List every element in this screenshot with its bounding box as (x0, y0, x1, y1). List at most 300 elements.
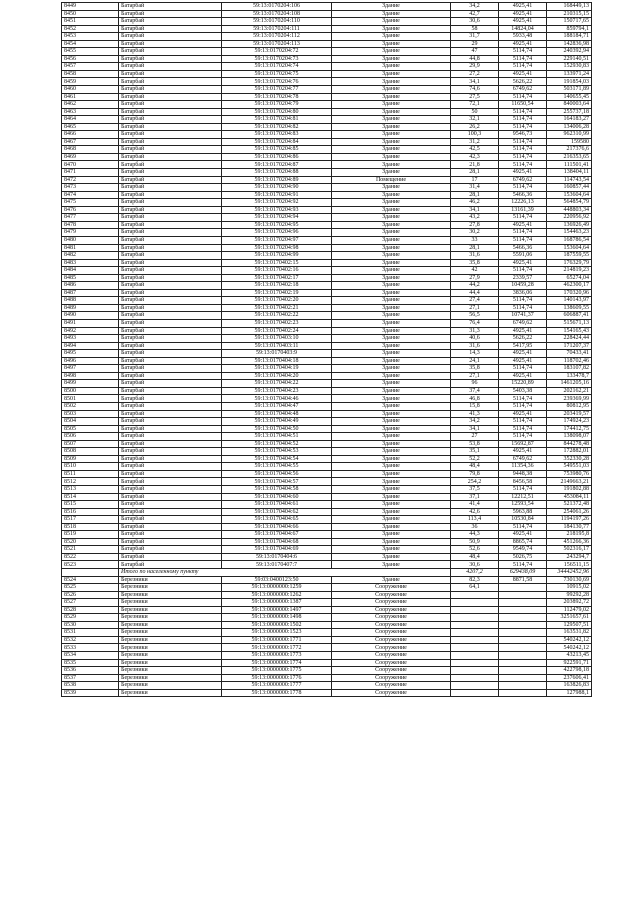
table-row (62, 531, 592, 539)
object-type-cell: Здание (332, 206, 451, 214)
cadastral-number-cell: 59:13:0000000:1498 (222, 614, 332, 622)
cadastral-value-cell: 352330,28 (547, 455, 592, 463)
area-cell: 35,1 (451, 448, 499, 456)
cadastral-value-cell: 202162,21 (547, 387, 592, 395)
cadastral-number-cell: 59:13:0000000:1772 (222, 644, 332, 652)
unit-price-cell: 10530,84 (499, 516, 547, 524)
row-number-cell: 8505 (62, 425, 119, 433)
object-type-cell: Сооружение (332, 629, 451, 637)
settlement-cell: Батарбай (119, 433, 222, 441)
row-number-cell: 8532 (62, 636, 119, 644)
cadastral-value-cell: 172882,01 (547, 448, 592, 456)
cadastral-value-cell: 142836,98 (547, 40, 592, 48)
settlement-cell: Батарбай (119, 304, 222, 312)
table-row (62, 463, 592, 471)
row-number-cell: 8452 (62, 25, 119, 33)
unit-price-cell: 5591,06 (499, 252, 547, 260)
object-type-cell: Здание (332, 214, 451, 222)
settlement-cell: Батарбай (119, 199, 222, 207)
cadastral-value-cell: 150717,65 (547, 18, 592, 26)
unit-price-cell: 5114,74 (499, 433, 547, 441)
row-number-cell: 8523 (62, 561, 119, 569)
row-number-cell: 8527 (62, 599, 119, 607)
settlement-cell: Батарбай (119, 123, 222, 131)
object-type-cell: Здание (332, 470, 451, 478)
table-row (62, 319, 592, 327)
object-type-cell: Здание (332, 191, 451, 199)
cadastral-number-cell: 59:13:0170204:94 (222, 214, 332, 222)
row-number-cell: 8479 (62, 229, 119, 237)
object-type-cell: Сооружение (332, 584, 451, 592)
unit-price-cell: 5114,74 (499, 138, 547, 146)
cadastral-number-cell: 59:13:0170404:55 (222, 463, 332, 471)
object-type-cell: Здание (332, 252, 451, 260)
unit-price-cell: 5114,74 (499, 93, 547, 101)
area-cell (451, 682, 499, 690)
cadastral-number-cell: 59:13:0170204:77 (222, 86, 332, 94)
cadastral-number-cell: 59:13:0170404:61 (222, 501, 332, 509)
unit-price-cell (499, 667, 547, 675)
cadastral-number-cell: 59:13:0170404:58 (222, 486, 332, 494)
cadastral-value-cell: 168449,13 (547, 3, 592, 11)
table-row (62, 199, 592, 207)
unit-price-cell (499, 674, 547, 682)
table-row (62, 229, 592, 237)
object-type-cell: Здание (332, 55, 451, 63)
object-type-cell: Здание (332, 372, 451, 380)
area-cell: 17 (451, 176, 499, 184)
cadastral-value-cell: 216353,65 (547, 153, 592, 161)
table-row (62, 674, 592, 682)
settlement-cell: Батарбай (119, 191, 222, 199)
unit-price-cell: 9448,38 (499, 470, 547, 478)
unit-price-cell: 5114,74 (499, 297, 547, 305)
settlement-cell: Батарбай (119, 146, 222, 154)
unit-price-cell: 5114,74 (499, 561, 547, 569)
row-number-cell: 8503 (62, 410, 119, 418)
cadastral-value-cell: 70433,41 (547, 350, 592, 358)
table-row (62, 25, 592, 33)
cadastral-number-cell: 59:13:0170204:88 (222, 169, 332, 177)
settlement-cell: Березники (119, 659, 222, 667)
settlement-cell: Березники (119, 629, 222, 637)
area-cell (451, 689, 499, 697)
table-row (62, 357, 592, 365)
cadastral-number-cell: 59:13:0170204:97 (222, 236, 332, 244)
area-cell: 34,1 (451, 78, 499, 86)
object-type-cell: Сооружение (332, 606, 451, 614)
cadastral-number-cell: 59:13:0170204:106 (222, 3, 332, 11)
unit-price-cell (499, 606, 547, 614)
object-type-cell: Здание (332, 350, 451, 358)
cadastral-number-cell: 59:03:0400123:50 (222, 576, 332, 584)
unit-price-cell: 4925,41 (499, 410, 547, 418)
unit-price-cell: 5114,74 (499, 267, 547, 275)
row-number-cell: 8509 (62, 455, 119, 463)
table-row (62, 282, 592, 290)
table-row (62, 508, 592, 516)
row-number-cell: 8520 (62, 538, 119, 546)
table-row (62, 10, 592, 18)
settlement-cell: Батарбай (119, 236, 222, 244)
cadastral-number-cell: 59:13:0170402:16 (222, 267, 332, 275)
unit-price-cell: 4925,41 (499, 40, 547, 48)
area-cell: 24,1 (451, 357, 499, 365)
cadastral-value-cell: 217376,6 (547, 146, 592, 154)
area-cell: 27,5 (451, 93, 499, 101)
row-number-cell: 8492 (62, 327, 119, 335)
cadastral-value-cell: 65274,04 (547, 274, 592, 282)
cadastral-number-cell: 59:13:0170404:68 (222, 538, 332, 546)
unit-price-cell: 9549,74 (499, 546, 547, 554)
unit-price-cell: 5114,74 (499, 395, 547, 403)
area-cell: 35,8 (451, 259, 499, 267)
unit-price-cell: 12226,13 (499, 199, 547, 207)
cadastral-number-cell: 59:13:0170204:108 (222, 10, 332, 18)
settlement-cell: Батарбай (119, 448, 222, 456)
cadastral-value-cell: 844278,48 (547, 440, 592, 448)
object-type-cell: Здание (332, 146, 451, 154)
cadastral-value-cell: 840003,64 (547, 101, 592, 109)
cadastral-number-cell: 59:13:0170204:112 (222, 33, 332, 41)
unit-price-cell: 5114,74 (499, 425, 547, 433)
unit-price-cell: 4925,41 (499, 3, 547, 11)
unit-price-cell: 5114,74 (499, 304, 547, 312)
row-number-cell: 8524 (62, 576, 119, 584)
unit-price-cell: 5114,74 (499, 418, 547, 426)
settlement-cell: Батарбай (119, 493, 222, 501)
settlement-cell: Березники (119, 636, 222, 644)
settlement-cell: Батарбай (119, 48, 222, 56)
table-row (62, 553, 592, 561)
row-number-cell: 8465 (62, 123, 119, 131)
table-row (62, 576, 592, 584)
table-row (62, 108, 592, 116)
unit-price-cell: 4925,41 (499, 70, 547, 78)
table-row (62, 425, 592, 433)
row-number-cell: 8508 (62, 448, 119, 456)
cadastral-number-cell: 59:13:0170204:86 (222, 153, 332, 161)
settlement-cell: Батарбай (119, 252, 222, 260)
unit-price-cell: 3836,06 (499, 289, 547, 297)
unit-price-cell: 5114,74 (499, 123, 547, 131)
row-number-cell: 8475 (62, 199, 119, 207)
row-number-cell: 8464 (62, 116, 119, 124)
object-type-cell: Здание (332, 357, 451, 365)
cadastral-value-cell: 99292,28 (547, 591, 592, 599)
unit-price-cell (499, 629, 547, 637)
settlement-cell: Батарбай (119, 501, 222, 509)
cadastral-number-cell: 59:13:0170204:87 (222, 161, 332, 169)
area-cell: 42 (451, 267, 499, 275)
cadastral-value-cell: 127988,1 (547, 689, 592, 697)
area-cell: 37,5 (451, 486, 499, 494)
row-number-cell: 8463 (62, 108, 119, 116)
table-row (62, 161, 592, 169)
area-cell: 46,2 (451, 199, 499, 207)
cadastral-number-cell: 59:13:0170204:85 (222, 146, 332, 154)
area-cell: 34,2 (451, 3, 499, 11)
object-type-cell: Здание (332, 478, 451, 486)
object-type-cell: Здание (332, 116, 451, 124)
unit-price-cell: 8865,74 (499, 538, 547, 546)
settlement-cell: Батарбай (119, 365, 222, 373)
table-row (62, 659, 592, 667)
row-number-cell: 8476 (62, 206, 119, 214)
settlement-cell: Батарбай (119, 546, 222, 554)
row-number-cell: 8471 (62, 169, 119, 177)
row-number-cell: 8473 (62, 184, 119, 192)
object-type-cell: Здание (332, 327, 451, 335)
area-cell: 58 (451, 25, 499, 33)
unit-price-cell: 10741,37 (499, 312, 547, 320)
table-row (62, 418, 592, 426)
cadastral-number-cell: 59:13:0170204:99 (222, 252, 332, 260)
cadastral-number-cell: 59:13:0170404:47 (222, 402, 332, 410)
object-type-cell: Сооружение (332, 591, 451, 599)
table-row (62, 448, 592, 456)
area-cell: 27 (451, 433, 499, 441)
settlement-cell: Березники (119, 584, 222, 592)
cadastral-number-cell: 59:13:0000000:1774 (222, 659, 332, 667)
row-number-cell: 8466 (62, 131, 119, 139)
row-number-cell: 8538 (62, 682, 119, 690)
cadastral-value-cell: 218195,8 (547, 531, 592, 539)
unit-price-cell: 6749,62 (499, 86, 547, 94)
cadastral-value-cell: 174924,23 (547, 418, 592, 426)
object-type-cell: Здание (332, 153, 451, 161)
row-number-cell: 8460 (62, 86, 119, 94)
cadastral-value-cell: 540242,12 (547, 636, 592, 644)
row-number-cell: 8486 (62, 282, 119, 290)
settlement-cell: Батарбай (119, 350, 222, 358)
object-type-cell: Здание (332, 236, 451, 244)
cadastral-value-cell: 451266,36 (547, 538, 592, 546)
table-row (62, 236, 592, 244)
unit-price-cell (499, 584, 547, 592)
cadastral-number-cell: 59:13:0170402:23 (222, 319, 332, 327)
table-row (62, 327, 592, 335)
area-cell: 27,1 (451, 304, 499, 312)
object-type-cell: Здание (332, 486, 451, 494)
row-number-cell: 8534 (62, 652, 119, 660)
unit-price-cell: 4925,41 (499, 327, 547, 335)
row-number-cell: 8489 (62, 304, 119, 312)
area-cell: 30,6 (451, 561, 499, 569)
row-number-cell: 8515 (62, 501, 119, 509)
row-number-cell: 8459 (62, 78, 119, 86)
object-type-cell: Сооружение (332, 659, 451, 667)
cadastral-value-cell: 1194197,26 (547, 516, 592, 524)
object-type-cell: Здание (332, 78, 451, 86)
row-number-cell: 8468 (62, 146, 119, 154)
cadastral-number-cell: 59:13:0170204:74 (222, 63, 332, 71)
area-cell: 15,8 (451, 402, 499, 410)
unit-price-cell: 5114,74 (499, 523, 547, 531)
cadastral-value-cell: 154463,23 (547, 229, 592, 237)
object-type-cell: Здание (332, 93, 451, 101)
settlement-cell: Батарбай (119, 425, 222, 433)
area-cell: 32,1 (451, 116, 499, 124)
table-row (62, 629, 592, 637)
unit-price-cell: 5114,74 (499, 63, 547, 71)
area-cell (451, 644, 499, 652)
object-type-cell: Здание (332, 274, 451, 282)
area-cell: 100,3 (451, 131, 499, 139)
object-type-cell: Здание (332, 576, 451, 584)
row-number-cell: 8528 (62, 606, 119, 614)
area-cell: 47 (451, 48, 499, 56)
unit-price-cell: 5114,74 (499, 55, 547, 63)
settlement-cell: Березники (119, 614, 222, 622)
cadastral-value-cell: 1461205,16 (547, 380, 592, 388)
cadastral-number-cell: 59:13:0170204:92 (222, 199, 332, 207)
cadastral-value-cell: 153604,64 (547, 244, 592, 252)
unit-price-cell: 5403,38 (499, 387, 547, 395)
object-type-cell: Здание (332, 244, 451, 252)
cadastral-value-cell: 203419,57 (547, 410, 592, 418)
unit-price-cell: 4925,41 (499, 221, 547, 229)
cadastral-value-cell: 564854,79 (547, 199, 592, 207)
settlement-cell: Батарбай (119, 221, 222, 229)
object-type-cell: Здание (332, 199, 451, 207)
area-cell (451, 621, 499, 629)
object-type-cell: Сооружение (332, 667, 451, 675)
row-number-cell: 8482 (62, 252, 119, 260)
cadastral-number-cell: 59:13:0170404:19 (222, 365, 332, 373)
row-number-cell: 8539 (62, 689, 119, 697)
settlement-cell: Батарбай (119, 402, 222, 410)
area-cell: 27,1 (451, 372, 499, 380)
row-number-cell: 8470 (62, 161, 119, 169)
area-cell (451, 667, 499, 675)
row-number-cell: 8530 (62, 621, 119, 629)
cadastral-value-cell: 606887,41 (547, 312, 592, 320)
object-type-cell: Здание (332, 546, 451, 554)
row-number-cell: 8483 (62, 259, 119, 267)
cadastral-value-cell: 229140,51 (547, 55, 592, 63)
cadastral-number-cell: 59:13:0000000:1773 (222, 652, 332, 660)
area-cell: 43,2 (451, 214, 499, 222)
object-type-cell: Здание (332, 342, 451, 350)
cadastral-number-cell: 59:13:0170404:67 (222, 531, 332, 539)
row-number-cell: 8537 (62, 674, 119, 682)
row-number-cell: 8522 (62, 553, 119, 561)
area-cell (451, 674, 499, 682)
table-row (62, 387, 592, 395)
unit-price-cell: 11354,36 (499, 463, 547, 471)
table-row (62, 689, 592, 697)
settlement-cell: Батарбай (119, 116, 222, 124)
object-type-cell: Здание (332, 33, 451, 41)
table-row (62, 131, 592, 139)
area-cell: 41,4 (451, 501, 499, 509)
table-row (62, 33, 592, 41)
row-number-cell: 8472 (62, 176, 119, 184)
row-number-cell: 8521 (62, 546, 119, 554)
cadastral-value-cell: 154165,43 (547, 327, 592, 335)
table-row (62, 486, 592, 494)
cadastral-value-cell: 549551,03 (547, 463, 592, 471)
cadastral-value-cell: 730130,69 (547, 576, 592, 584)
cadastral-value-cell: 10915,02 (547, 584, 592, 592)
cadastral-number-cell: 59:13:0170204:83 (222, 131, 332, 139)
unit-price-cell: 11650,54 (499, 101, 547, 109)
row-number-cell: 8469 (62, 153, 119, 161)
unit-price-cell: 5114,74 (499, 161, 547, 169)
cadastral-number-cell: 59:13:0170404:60 (222, 493, 332, 501)
cadastral-number-cell: 59:13:0170204:91 (222, 191, 332, 199)
cadastral-number-cell: 59:13:0170204:98 (222, 244, 332, 252)
row-number-cell: 8497 (62, 365, 119, 373)
settlement-cell: Батарбай (119, 138, 222, 146)
settlement-cell: Батарбай (119, 206, 222, 214)
cadastral-number-cell: 59:13:0170204:90 (222, 184, 332, 192)
row-number-cell: 8529 (62, 614, 119, 622)
table-row (62, 342, 592, 350)
total-row (62, 569, 592, 577)
cadastral-value-cell: 453084,11 (547, 493, 592, 501)
cadastral-value-cell: 188184,71 (547, 33, 592, 41)
object-type-cell: Здание (332, 229, 451, 237)
area-cell: 72,1 (451, 101, 499, 109)
cadastral-value-cell: 170320,96 (547, 289, 592, 297)
unit-price-cell: 5026,75 (499, 553, 547, 561)
cadastral-value-cell: 156511,15 (547, 561, 592, 569)
unit-price-cell: 5114,74 (499, 486, 547, 494)
unit-price-cell: 6749,62 (499, 319, 547, 327)
settlement-cell: Березники (119, 621, 222, 629)
unit-price-cell: 5933,48 (499, 33, 547, 41)
cadastral-number-cell: 59:13:0170204:81 (222, 116, 332, 124)
cadastral-value-cell: 129507,51 (547, 621, 592, 629)
area-cell: 31,2 (451, 138, 499, 146)
object-type-cell: Сооружение (332, 674, 451, 682)
area-cell: 42,6 (451, 508, 499, 516)
table-row (62, 621, 592, 629)
table-row (62, 455, 592, 463)
object-type-cell: Сооружение (332, 621, 451, 629)
settlement-cell: Батарбай (119, 319, 222, 327)
unit-price-cell: 5114,74 (499, 365, 547, 373)
area-cell: 52,6 (451, 546, 499, 554)
unit-price-cell: 5466,36 (499, 244, 547, 252)
area-cell: 82,3 (451, 576, 499, 584)
area-cell: 42,5 (451, 146, 499, 154)
cadastral-number-cell: 59:13:0000000:1777 (222, 682, 332, 690)
cadastral-number-cell: 59:13:0170404:54 (222, 455, 332, 463)
settlement-cell: Батарбай (119, 108, 222, 116)
area-cell: 21,8 (451, 161, 499, 169)
row-number-cell: 8467 (62, 138, 119, 146)
row-number-cell: 8478 (62, 221, 119, 229)
cadastral-number-cell: 59:13:0000000:1775 (222, 667, 332, 675)
settlement-cell: Батарбай (119, 86, 222, 94)
row-number-cell: 8535 (62, 659, 119, 667)
settlement-cell: Батарбай (119, 335, 222, 343)
settlement-cell: Батарбай (119, 153, 222, 161)
area-cell: 56,5 (451, 312, 499, 320)
object-type-cell: Здание (332, 365, 451, 373)
area-cell: 28,1 (451, 169, 499, 177)
settlement-cell: Батарбай (119, 357, 222, 365)
unit-price-cell: 12593,54 (499, 501, 547, 509)
settlement-cell: Батарбай (119, 169, 222, 177)
row-number-cell: 8474 (62, 191, 119, 199)
area-cell: 74,6 (451, 86, 499, 94)
cadastral-value-cell: 502316,17 (547, 546, 592, 554)
table-row (62, 395, 592, 403)
